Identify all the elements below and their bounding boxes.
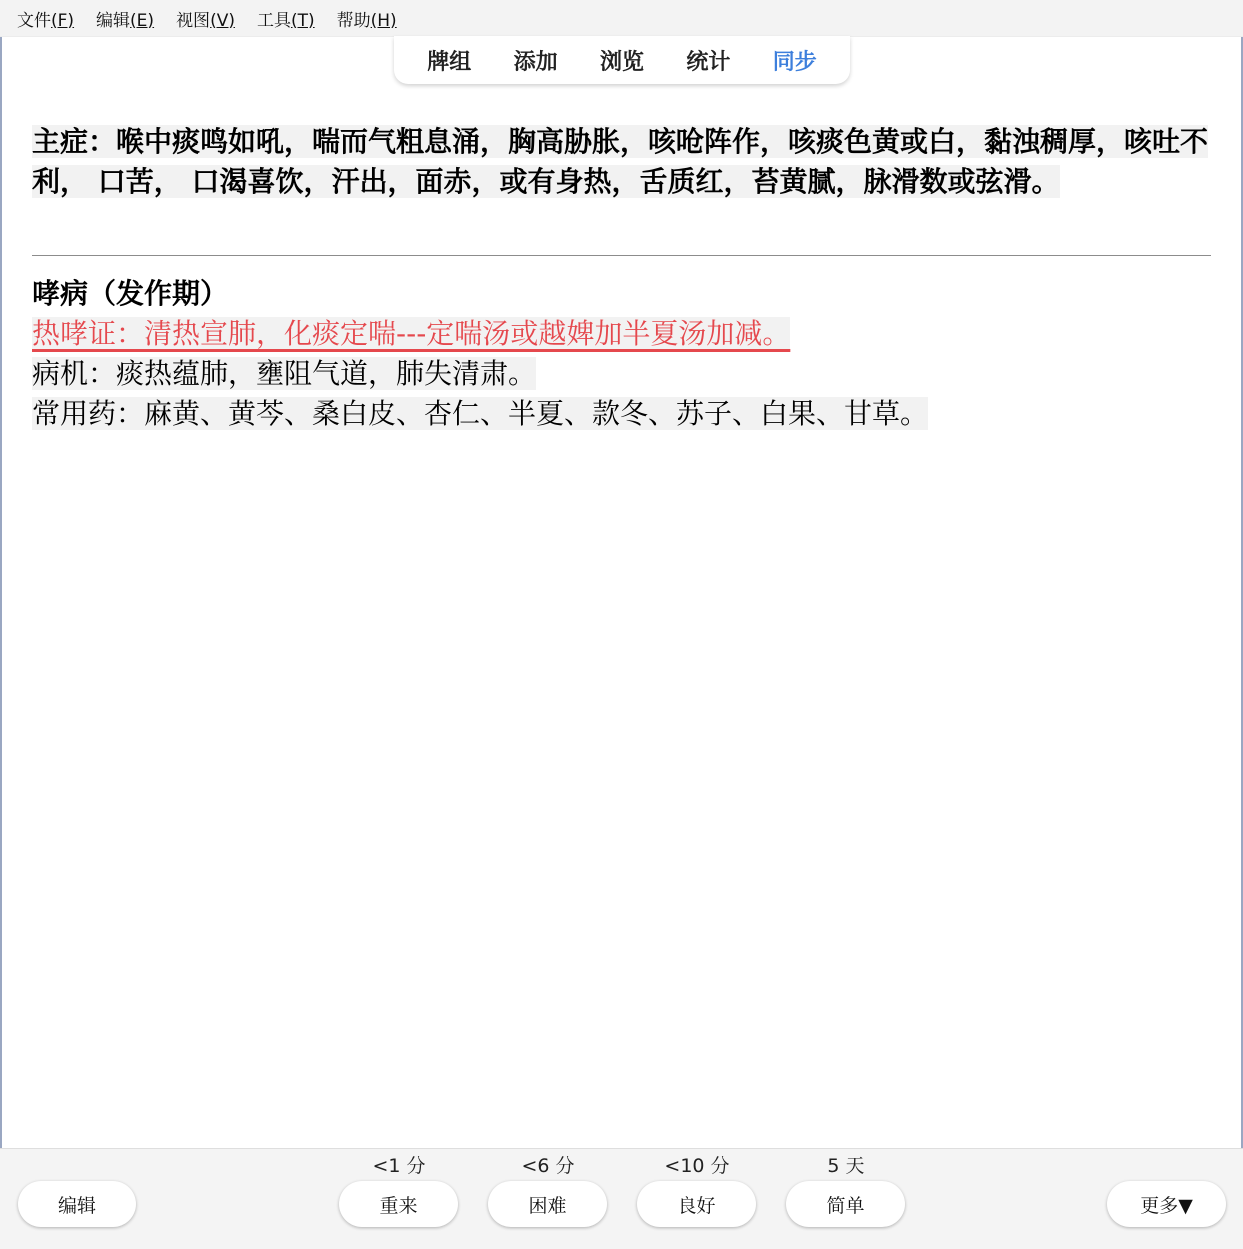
- disease-title: 哮病（发作期）: [32, 277, 229, 310]
- pathogenesis: 病机：痰热蕴肺，壅阻气道，肺失清肃。: [32, 357, 537, 390]
- menu-edit[interactable]: 编辑(E): [96, 10, 155, 31]
- tab-add[interactable]: 添加: [513, 49, 558, 75]
- card-back: [32, 274, 1212, 434]
- tab-stats[interactable]: 统计: [686, 49, 731, 75]
- tab-decks[interactable]: 牌组: [427, 49, 472, 75]
- menu-view[interactable]: 视图(V): [176, 10, 235, 31]
- edit-button[interactable]: 编辑: [18, 1181, 136, 1227]
- top-nav: [394, 36, 850, 84]
- review-bottom-bar: [0, 1148, 1243, 1249]
- more-button[interactable]: 更多▼: [1107, 1181, 1226, 1227]
- again-button[interactable]: 重来: [339, 1181, 458, 1227]
- card-front: [32, 122, 1212, 202]
- menu-tools[interactable]: 工具(T): [256, 10, 315, 31]
- good-button[interactable]: 良好: [637, 1181, 756, 1227]
- good-due-label: <10 分: [664, 1155, 730, 1177]
- tab-sync[interactable]: 同步: [772, 49, 817, 75]
- tab-browse[interactable]: 浏览: [599, 49, 644, 75]
- answer-divider: [32, 255, 1211, 256]
- menu-file[interactable]: 文件(F): [17, 10, 75, 31]
- hard-due-label: <6 分: [521, 1155, 575, 1177]
- hard-button[interactable]: 困难: [488, 1181, 607, 1227]
- menu-help[interactable]: 帮助(H): [336, 10, 397, 31]
- card-front-text: 主症：喉中痰鸣如吼，喘而气粗息涌，胸高胁胀，咳呛阵作，咳痰色黄或白，黏浊稠厚，咳吐不利， 口苦， 口渴喜饮，汗出，面赤，或有身热，舌质红，苔黄腻，脉滑数或弦滑。: [32, 125, 1209, 198]
- syndrome-treatment: 热哮证：清热宣肺，化痰定喘---定喘汤或越婢加半夏汤加减。: [32, 317, 791, 350]
- common-herbs: 常用药：麻黄、黄芩、桑白皮、杏仁、半夏、款冬、苏子、白果、甘草。: [32, 397, 929, 430]
- easy-due-label: 5 天: [827, 1155, 865, 1177]
- menu-bar: [0, 0, 1243, 37]
- again-due-label: <1 分: [372, 1155, 426, 1177]
- easy-button[interactable]: 简单: [786, 1181, 905, 1227]
